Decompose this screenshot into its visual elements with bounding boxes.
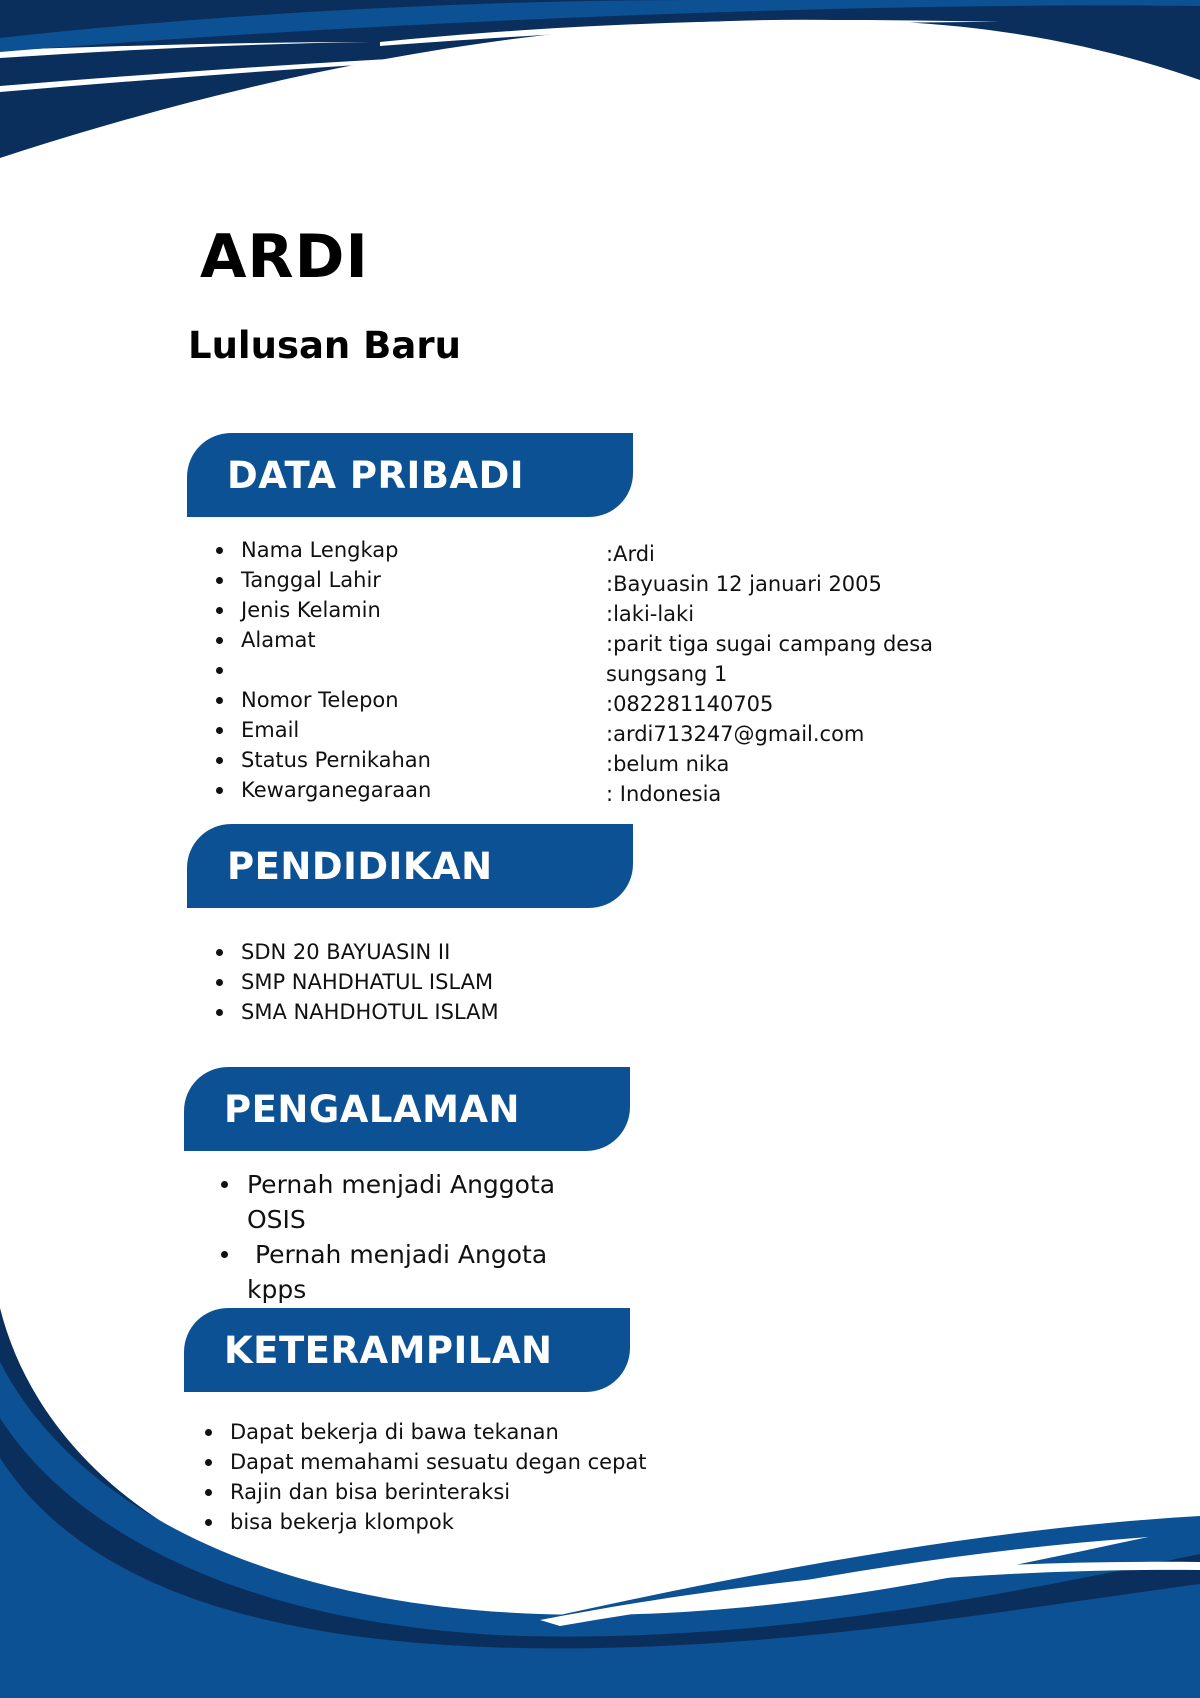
top-wave-decoration [0, 0, 1200, 170]
label-email: Email [241, 715, 431, 745]
value-gender: :laki-laki [606, 602, 695, 626]
skill-item: Dapat memahami sesuatu degan cepat [230, 1447, 647, 1477]
education-list [241, 937, 499, 1027]
value-birth-date: :Bayuasin 12 januari 2005 [606, 572, 882, 596]
label-birth-date: Tanggal Lahir [241, 565, 431, 595]
education-item: SMP NAHDHATUL ISLAM [241, 967, 499, 997]
skills-list [230, 1417, 647, 1537]
experience-item: Pernah menjadi Anggota OSIS [247, 1167, 577, 1237]
applicant-name: ARDI [200, 222, 369, 292]
label-nationality: Kewarganegaraan [241, 775, 431, 805]
section-header-personal-data: DATA PRIBADI [187, 433, 633, 517]
skill-item: Rajin dan bisa berinteraksi [230, 1477, 647, 1507]
experience-list [247, 1167, 577, 1307]
section-header-skills: KETERAMPILAN [184, 1308, 630, 1392]
personal-data-values [606, 539, 946, 809]
value-marital-status: :belum nika [606, 752, 730, 776]
section-header-education: PENDIDIKAN [187, 824, 633, 908]
education-item: SMA NAHDHOTUL ISLAM [241, 997, 499, 1027]
applicant-subtitle: Lulusan Baru [188, 324, 461, 367]
label-phone: Nomor Telepon [241, 685, 431, 715]
value-phone: :082281140705 [606, 692, 774, 716]
value-email: :ardi713247@gmail.com [606, 722, 865, 746]
value-address: :parit tiga sugai campang desa sungsang 1 [606, 632, 933, 686]
value-full-name: :Ardi [606, 542, 655, 566]
skill-item: Dapat bekerja di bawa tekanan [230, 1417, 647, 1447]
label-marital-status: Status Pernikahan [241, 745, 431, 775]
label-full-name: Nama Lengkap [241, 535, 431, 565]
skill-item: bisa bekerja klompok [230, 1507, 647, 1537]
label-address: Alamat [241, 625, 431, 655]
section-header-experience: PENGALAMAN [184, 1067, 630, 1151]
personal-data-labels [241, 535, 431, 805]
experience-item: Pernah menjadi Angota kpps [247, 1237, 577, 1307]
education-item: SDN 20 BAYUASIN II [241, 937, 499, 967]
label-empty [241, 655, 431, 685]
label-gender: Jenis Kelamin [241, 595, 431, 625]
value-nationality: : Indonesia [606, 782, 722, 806]
